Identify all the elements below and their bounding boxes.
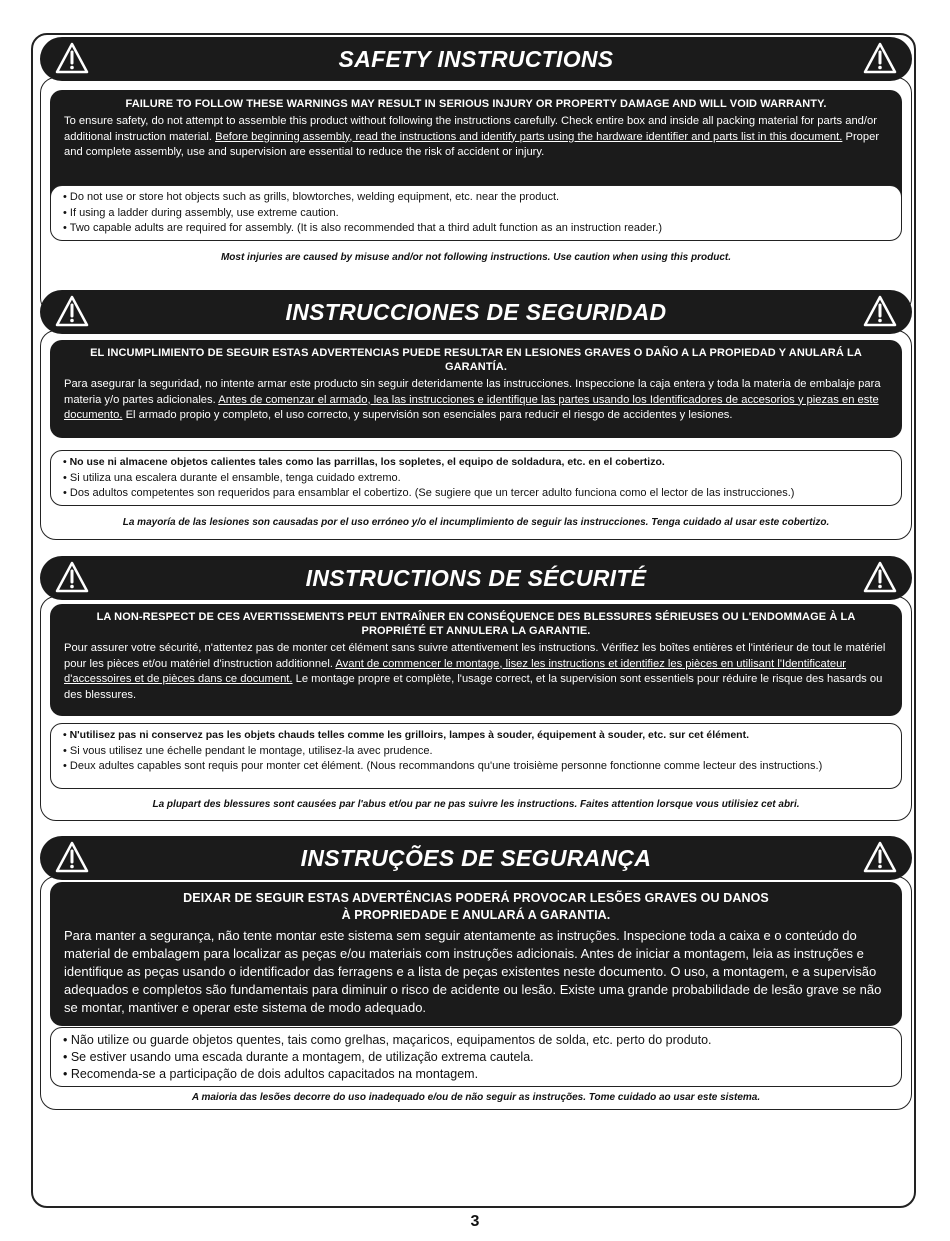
bullet-list bbox=[50, 185, 902, 241]
warning-triangle-icon bbox=[862, 840, 898, 874]
section-footer: A maioria das lesões decorre do uso inadequado e/ou de não seguir as instruções. Tome cuidado ao usar este sistema. bbox=[191, 1092, 761, 1103]
section-title: INSTRUCTIONS DE SÉCURITÉ bbox=[305, 565, 647, 591]
list-item: • Não utilize ou guarde objetos quentes, tais como grelhas, maçaricos, equipamentos de solda, etc. perto do produto. bbox=[63, 1033, 712, 1047]
warning-heading: FAILURE TO FOLLOW THESE WARNINGS MAY RESULT IN SERIOUS INJURY OR PROPERTY DAMAGE AND WILL VOID WARRANTY. bbox=[125, 98, 827, 110]
section-spanish bbox=[40, 290, 912, 540]
warning-triangle-icon bbox=[862, 41, 898, 75]
list-item: • Two capable adults are required for assembly. (It is also recommended that a third adult function as an instruction reader.) bbox=[63, 222, 662, 234]
warning-triangle-icon bbox=[862, 294, 898, 328]
list-item: • Deux adultes capables sont requis pour monter cet élément. (Nous recommandons qu'une troisième personne fonctionne comme lecteur des instructions.) bbox=[63, 760, 823, 772]
list-item: • Se estiver usando uma escada durante a montagem, de utilização extrema cautela. bbox=[63, 1050, 534, 1064]
section-footer: La plupart des blessures sont causées par l'abus et/ou par ne pas suivre les instructions. Faites attention lorsque vous utilisiez cet abri. bbox=[152, 799, 800, 810]
section-portuguese bbox=[40, 836, 912, 1110]
warning-heading: EL INCUMPLIMIENTO DE SEGUIR ESTAS ADVERTENCIAS PUEDE RESULTAR EN LESIONES GRAVES O DAÑO A LA PROPIEDAD Y ANULARÁ LA GARANTÍA. bbox=[90, 347, 862, 373]
list-item: • N'utilisez pas ni conservez pas les objets chauds telles comme les grilloirs, lampes à souder, équipement à souder, etc. sur cet élément. bbox=[63, 729, 750, 741]
list-item: • Recomenda-se a participação de dois adultos capacitados na montagem. bbox=[63, 1067, 479, 1081]
warning-body: Pour assurer votre sécurité, n'attentez pas de monter cet élément sans suivre attentivement les instructions. Vérifiez les boîtes entières et l'intérieur de tout le matériel pour les pièces et/ou matériel d'instruction additionnel. Avant de commencer le montage, lisez les instructions et identifiez les pièces en utilisant l'Identificateur d'accessoires et de pièces dans ce document. Le montage propre et complète, l'usage correct, et la supervision sont essentiels pour réduire le risque des hasards ou des blessures. bbox=[64, 642, 886, 701]
section-title: SAFETY INSTRUCTIONS bbox=[338, 46, 614, 72]
section-title: INSTRUCCIONES DE SEGURIDAD bbox=[285, 299, 667, 325]
section-title: INSTRUÇÕES DE SEGURANÇA bbox=[300, 845, 652, 871]
warning-triangle-icon bbox=[862, 560, 898, 594]
warning-heading: LA NON-RESPECT DE CES AVERTISSEMENTS PEUT ENTRAÎNER EN CONSÉQUENCE DES BLESSURES SÉRIEUSES OU L'ENDOMMAGE À LA PROPRIÉTÉ ET ANNULERA LA GARANTIE. bbox=[96, 611, 856, 637]
list-item: • No use ni almacene objetos calientes tales como las parrillas, los sopletes, el equipo de soldadura, etc. en el cobertizo. bbox=[63, 456, 665, 468]
section-footer: La mayoría de las lesiones son causadas por el uso erróneo y/o el incumplimiento de seguir las instrucciones. Tenga cuidado al usar este cobertizo. bbox=[122, 517, 830, 528]
list-item: • Dos adultos competentes son requeridos para ensamblar el cobertizo. (Se sugiere que un tercer adulto funciona como el lector de las instrucciones.) bbox=[63, 487, 795, 499]
underlined-instruction: Before beginning assembly, read the instructions and identify parts using the hardware identifier and parts list in this document. bbox=[215, 130, 843, 143]
page-number: 3 bbox=[470, 1213, 480, 1230]
list-item: • Si utiliza una escalera durante el ensamble, tenga cuidado extremo. bbox=[63, 471, 401, 484]
section-footer: Most injuries are caused by misuse and/or not following instructions. Use caution when using this product. bbox=[220, 252, 732, 263]
section-banner bbox=[40, 290, 912, 334]
section-french bbox=[40, 556, 912, 821]
warning-body: To ensure safety, do not attempt to assemble this product without following the instructions carefully. Check entire box and inside all packing material for parts and/or additional instruction material. Before beginning assembly, read the instructions and identify parts using the hardware identifier and parts list in this document. Proper and complete assembly, use and supervision are essential to reduce the risk of accident or injury. bbox=[64, 115, 880, 158]
bullet-list bbox=[50, 1027, 902, 1087]
section-english bbox=[40, 37, 912, 277]
bullet-list bbox=[50, 450, 902, 506]
underlined-instruction: Antes de comenzar el armado, lea las instrucciones e identifique las partes usando los Identificadores de accesorios y piezas en este documento. bbox=[64, 393, 879, 421]
warning-heading: DEIXAR DE SEGUIR ESTAS ADVERTÊNCIAS PODERÁ PROVOCAR LESÕES GRAVES OU DANOS À PROPRIEDADE E ANULARÁ A GARANTIA. bbox=[183, 891, 769, 922]
list-item: • Do not use or store hot objects such as grills, blowtorches, welding equipment, etc. near the product. bbox=[63, 191, 560, 203]
warning-body: Para asegurar la seguridad, no intente armar este producto sin seguir deteridamente las instrucciones. Inspeccione la caja entera y toda la materia de embalaje para materia y/o partes adicionales. Antes de comenzar el armado, lea las instrucciones e identifique las partes usando los Identificadores de accesorios y piezas en este documento. El armado propio y completo, el uso correcto, y supervisión son esenciales para reducir el riesgo de accidentes y lesiones. bbox=[64, 378, 881, 421]
warning-body: Para manter a segurança, não tente montar este sistema sem seguir atentamente as instruções. Inspecione toda a caixa e o conteúdo do material de embalagem para localizar as peças e/ou materiais com instruções adicionais. Antes de iniciar a montagem, leia as instruções e identifique as peças usando o identificador das ferragens e a lista de peças existentes neste documento. O uso, a montagem, e a supervisão adequados e completos são fundamentais para diminuir o risco de acidente ou lesão. Existe uma grande probabilidade de lesão grave se não se montar, mantiver e operar este sistema de modo adequado. bbox=[64, 928, 882, 1015]
bullet-list bbox=[50, 723, 902, 789]
list-item: • If using a ladder during assembly, use extreme caution. bbox=[63, 206, 339, 219]
warning-box bbox=[50, 604, 902, 716]
section-banner bbox=[40, 836, 912, 880]
section-banner bbox=[40, 556, 912, 600]
underlined-instruction: Avant de commencer le montage, lisez les instructions et identifiez les pièces en utilisant l'Identificateur d'accessoires et de pièces dans ce document. bbox=[64, 657, 847, 685]
warning-box bbox=[50, 340, 902, 438]
warning-box bbox=[50, 882, 902, 1026]
list-item: • Si vous utilisez une échelle pendant le montage, utilisez-la avec prudence. bbox=[63, 744, 433, 757]
section-banner bbox=[40, 37, 912, 81]
